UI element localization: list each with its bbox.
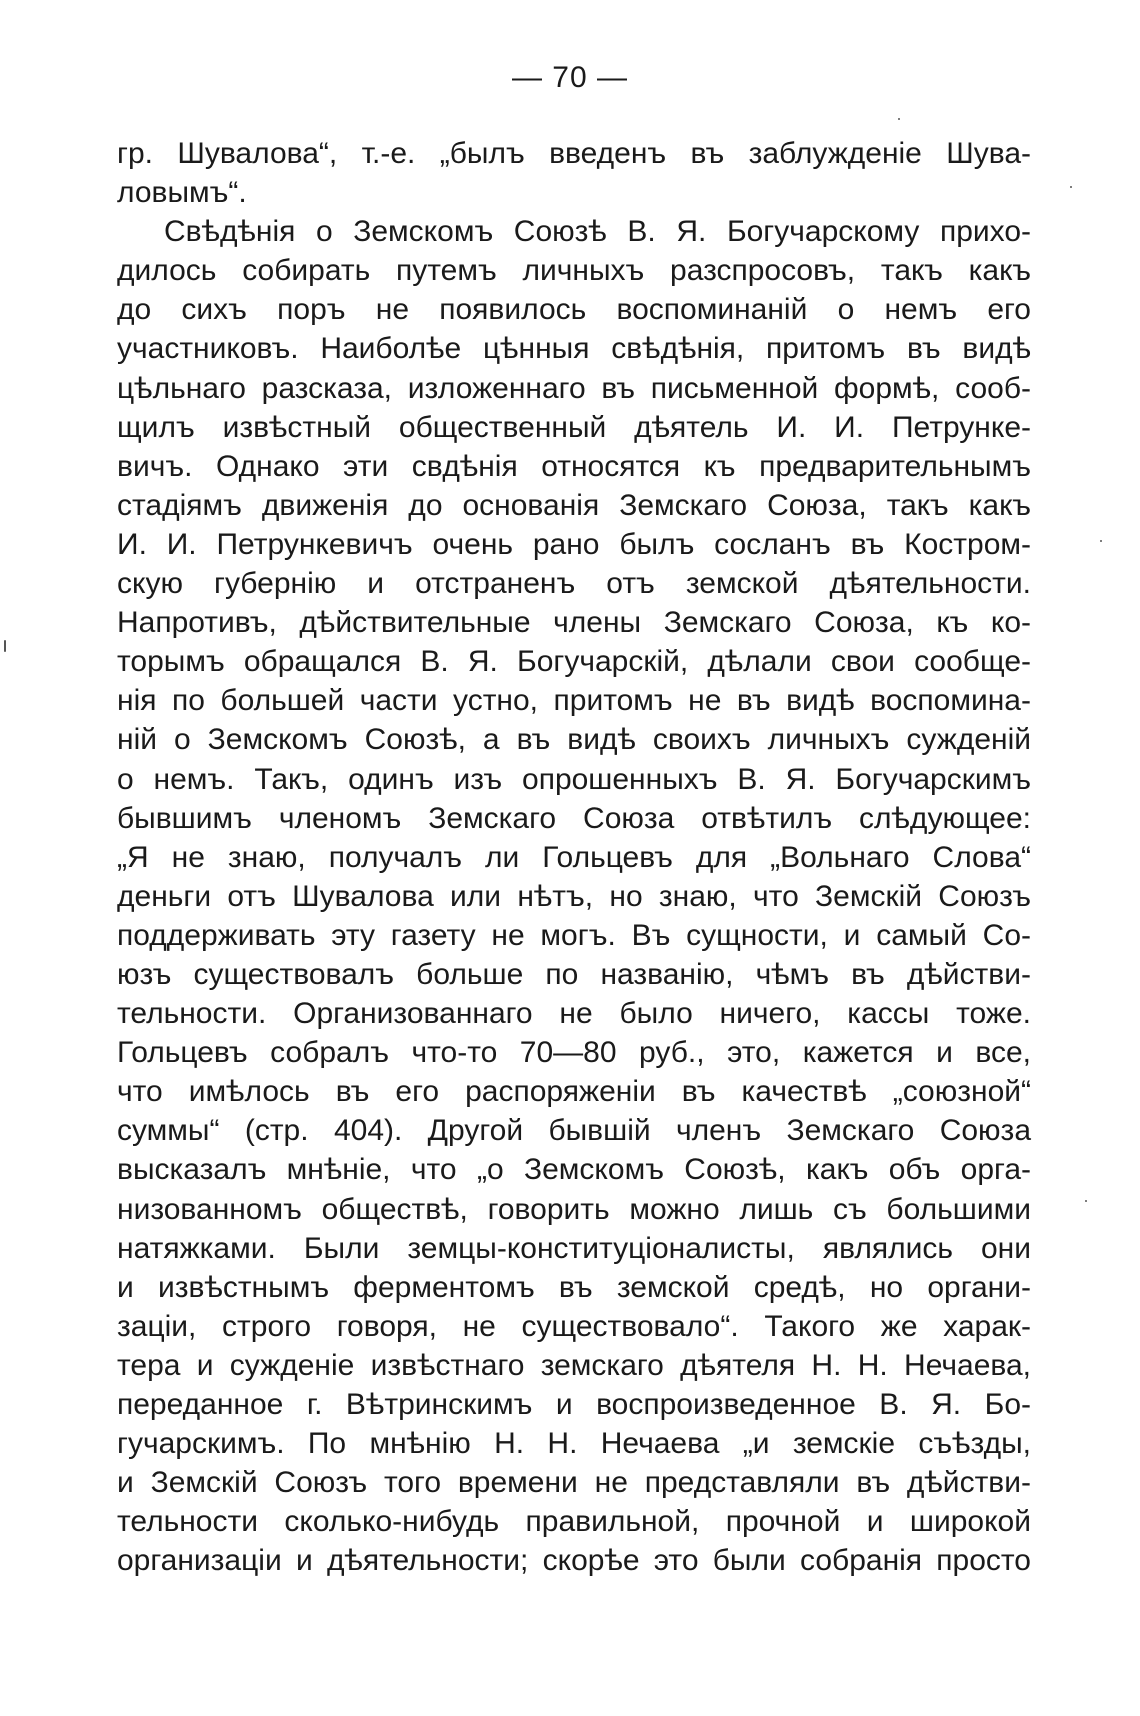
text-line: торымъ обращался В. Я. Богучарскій, дѣлали свои сообще- [117,645,1031,679]
text-line: высказалъ мнѣніе, что „о Земскомъ Союзѣ, какъ объ орга- [117,1153,1031,1187]
text-line: гр. Шувалова“, т.-е. „былъ введенъ въ заблужденіе Шува- [117,137,1031,170]
text-line: организаціи и дѣятельности; скорѣе это были собранія просто [117,1544,1031,1578]
text-line: юзъ существовалъ больше по названію, чѣмъ въ дѣйстви- [117,957,1031,991]
scan-speck [1085,1200,1087,1202]
text-line: гучарскимъ. По мнѣнію Н. Н. Нечаева „и земскіе съѣзды, [117,1427,1031,1461]
text-line: „Я не знаю, получалъ ли Гольцевъ для „Вольнаго Слова“ [117,840,1031,874]
text-line: щилъ извѣстный общественный дѣятель И. И. Петрунке- [117,410,1031,444]
text-line: Свѣдѣнія о Земскомъ Союзѣ В. Я. Богучарскому прихо- [164,215,1031,249]
scan-speck [1100,540,1102,542]
text-line: Напротивъ, дѣйствительные члены Земскаго Союза, къ ко- [117,606,1031,640]
text-line: переданное г. Вѣтринскимъ и воспроизведенное В. Я. Бо- [117,1388,1031,1421]
text-line: тельности. Организованнаго не было ничего, кассы тоже. [117,997,1031,1031]
scan-speck [1070,186,1072,188]
text-line: бывшимъ членомъ Земскаго Союза отвѣтилъ слѣдующее: [117,801,1031,835]
text-line: о немъ. Такъ, одинъ изъ опрошенныхъ В. Я. Богучарскимъ [117,762,1031,796]
text-line: что имѣлось въ его распоряженіи въ качествѣ „союзной“ [117,1075,1031,1109]
text-line: ній о Земскомъ Союзѣ, а въ видѣ своихъ личныхъ сужденій [117,723,1031,757]
text-line: стадіямъ движенія до основанія Земскаго Союза, такъ какъ [117,488,1031,522]
text-line: низованномъ обществѣ, говорить можно лишь съ большими [117,1192,1031,1226]
text-line: вичъ. Однако эти свдѣнія относятся къ предварительнымъ [117,449,1031,483]
text-line: поддерживать эту газету не могъ. Въ сущности, и самый Со- [117,918,1031,952]
body-text [117,134,1031,1580]
text-line: деньги отъ Шувалова или нѣтъ, но знаю, что Земскій Союзъ [117,879,1031,913]
text-line: нія по большей части устно, притомъ не въ видѣ воспомина- [117,684,1031,718]
text-line: ловымъ“. [117,176,247,210]
text-line: до сихъ поръ не появилось воспоминаній о немъ его [117,293,1031,327]
text-line: заціи, строго говоря, не существовало“. Такого же харак- [117,1309,1031,1343]
text-line: натяжками. Были земцы-конституціоналисты, являлись они [117,1231,1031,1265]
text-line: тера и сужденіе извѣстнаго земскаго дѣятеля Н. Н. Нечаева, [117,1348,1031,1382]
text-line: Гольцевъ собралъ что-то 70—80 руб., это, кажется и все, [117,1036,1031,1070]
text-line: цѣльнаго разсказа, изложеннаго въ письменной формѣ, сооб- [117,371,1031,405]
page-number: — 70 — [511,61,629,94]
text-line: и извѣстнымъ ферментомъ въ земской средѣ, но органи- [117,1270,1031,1304]
scan-speck [898,118,900,120]
text-line: участниковъ. Наиболѣе цѣнныя свѣдѣнія, притомъ въ видѣ [117,332,1031,366]
text-line: тельности сколько-нибудь правильной, прочной и широкой [117,1505,1031,1539]
text-line: скую губернію и отстраненъ отъ земской дѣятельности. [117,567,1031,601]
scan-speck [4,640,6,652]
text-line: и Земскій Союзъ того времени не представляли въ дѣйстви- [117,1466,1031,1500]
text-line: дилось собирать путемъ личныхъ разспросовъ, такъ какъ [117,254,1031,288]
text-line: суммы“ (стр. 404). Другой бывшій членъ Земскаго Союза [117,1114,1031,1148]
text-line: И. И. Петрункевичъ очень рано былъ сосланъ въ Костром- [117,527,1031,561]
